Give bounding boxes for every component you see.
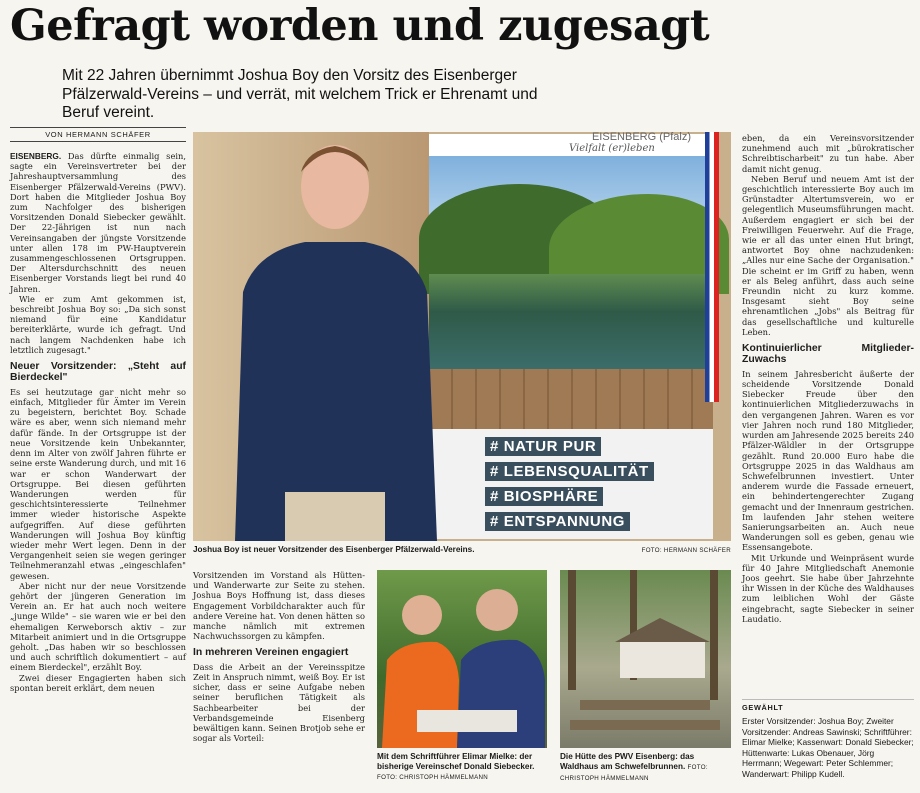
column-2 — [193, 570, 365, 743]
elected-box-text: Erster Vorsitzender: Joshua Boy; Zweiter Vorsitzender: Andreas Sawinski; Schriftführer: Elimar Mielke; Kassenwart: Donald Siebecker; Hüttenwarte: Lukas Obenauer, Jörg Herrmann; Wegewart: Peter Schlemmer; Wanderwart: Philipp Kudell. — [742, 716, 914, 779]
paragraph: In seinem Jahresbericht äußerte der scheidende Vorsitzende Donald Siebecker Freude über den kontinuierlichen Mitgliederzuwachs in den vergangenen Jahren. Waren es vor vier Jahren noch rund 180 Mitglieder, wurden am Jahresende 2025 bereits 240 Pfälzer-Wäldler in der Ortsgruppe gezählt. Rund 20.000 Euro habe die Ortsgruppe 2025 in das Waldhaus am Schwefelbrunnen investiert. Unter anderem wurde die Fassade erneuert, ein behindertengerechter Zugang gemacht und der Innenraum gestrichen. Im laufenden Jahr stehen weitere Sanierungsarbeiten an. Auch neue Wanderungen soll es geben, genau wie Essensangebote. — [742, 368, 914, 553]
photo-credit: FOTO: CHRISTOPH HÄMMELMANN — [377, 773, 489, 781]
paragraph: Zwei dieser Engagierten haben sich spontan bereit erklärt, dem neuen — [10, 672, 186, 693]
person-figure — [215, 132, 455, 541]
hashtag: # NATUR PUR — [485, 437, 601, 456]
photo-credit: FOTO: CHRISTOPH HÄMMELMANN — [560, 763, 708, 782]
hashtag: # ENTSPANNUNG — [485, 512, 630, 531]
subheading: In mehreren Vereinen engagiert — [193, 647, 349, 659]
paragraph-text: Das dürfte einmalig sein, sagte ein Vereinsvertreter bei der Jahreshauptversammlung des Eisenberger Pfälzerwald-Vereins (PWV). Dort haben die Mitglieder Joshua Boy zum Nachfolger des bisherigen Vorsitzenden Donald Siebecker gewählt. Der 22-Jährigen ist nun nach Vereinsangaben der jüngste Vorsitzende unter allen 178 im PW-Hauptverein zusammengeschlossenen Ortsgruppen. Der Altersdurchschnitt des neuen Eisenberger Vorstands liegt bei rund 40 Jahren. — [10, 151, 186, 294]
byline: VON HERMANN SCHÄFER — [10, 127, 186, 142]
banner-subtitle: Vielfalt (er)leben — [569, 143, 655, 154]
hashtag: # BIOSPHÄRE — [485, 487, 603, 506]
photo2-caption — [377, 752, 549, 782]
caption-text: Die Hütte des PWV Eisenberg: das Waldhaus am Schwefelbrunnen. — [560, 752, 695, 771]
caption-text: Joshua Boy ist neuer Vorsitzender des Eisenberger Pfälzerwald-Vereins. — [193, 545, 475, 554]
paragraph: Mit Urkunde und Weinpräsent wurde für 40 Jahre Mitgliedschaft Anemonie Joos geehrt. Sie habe über Jahrzehnte ihr Wissen in der Küche des Waldhauses zum leiblichen Wohl der Gäste eingebracht, sagte Siebecker in seiner Laudatio. — [742, 552, 914, 624]
caption-text: Mit dem Schriftführer Elimar Mielke: der bisherige Vereinschef Donald Siebecker. — [377, 752, 535, 771]
hashtag: # LEBENSQUALITÄT — [485, 462, 654, 481]
flag — [705, 132, 719, 402]
paragraph — [10, 151, 186, 294]
photo3-caption — [560, 752, 732, 783]
photo-hut — [560, 570, 731, 748]
main-photo — [193, 132, 731, 541]
main-photo-caption — [193, 545, 731, 555]
photo-people — [377, 570, 547, 748]
paragraph: eben, da ein Vereinsvorsitzender zunehmend auch mit „bürokratischer Schreibtischarbeit" zu tun habe. Aber damit nicht genug. — [742, 133, 914, 174]
subhead: Mit 22 Jahren übernimmt Joshua Boy den Vorsitz des Eisenberger Pfälzerwald-Vereins – und verrät, mit welchem Trick er Ehrenamt und Beruf vereint. — [62, 67, 538, 121]
dateline: EISENBERG. — [10, 151, 62, 161]
banner — [429, 134, 713, 539]
elected-box-title: GEWÄHLT — [742, 703, 784, 712]
paragraph: Aber nicht nur der neue Vorsitzende gehört der jüngeren Generation im Verein an. Er hat auch noch weitere „junge Wilde" – sie waren wie er bei den ehemaligen Kerweborsch aktiv – zur Mitarbeit animiert und in die Ortsgruppe geholt. „Das haben wir so beschlossen und auch schriftlich dokumentiert – auf einem Bierdeckel", erzählt Boy. — [10, 580, 186, 673]
photo-credit: FOTO: HERMANN SCHÄFER — [641, 547, 731, 554]
column-4 — [742, 133, 914, 624]
paragraph: Wie er zum Amt gekommen ist, beschreibt Joshua Boy so: „Da sich sonst niemand für eine Kandidatur bereiterklärte, wurde ich gefragt. Und nach langem Nachdenken habe ich letztlich zugesagt." — [10, 293, 186, 355]
divider — [742, 699, 914, 700]
paragraph: Es sei heutzutage gar nicht mehr so einfach, Mitglieder für Ämter im Verein zu begeistern, berichtet Boy. Schade wäre es aber, wenn sich niemand mehr dafür fände. In der Ortsgruppe ist der neue Vorsitzende kein Unbekannter, denn im Alter von zwölf Jahren führte er seine erste Wanderung durch, und mit 16 war er schon Wanderwart der Ortsgruppe. Bei diesen geführten Wanderungen werden für geschichtsinteressierte Teilnehmer immer wieder historische Aspekte aufgegriffen. Auf diese geführten Wanderungen will Joshua Boy künftig wieder mehr Wert legen. Denn in der Vergangenheit seien sie wegen geringer Teilnehmeranzahl etwas „eingeschlafen" gewesen. — [10, 386, 186, 581]
paragraph: Vorsitzenden im Vorstand als Hütten- und Wanderwarte zur Seite zu stehen. Joshua Boys Hoffnung ist, dass dieses Engagement Vorbildcharakter auch für andere Vereine hat. Von denen hätten so manche nämlich mit extremen Nachwuchssorgen zu kämpfen. — [193, 570, 365, 642]
column-1 — [10, 151, 186, 693]
photo-hut-scene — [560, 570, 731, 748]
paragraph: Dass die Arbeit an der Vereinsspitze Zeit in Anspruch nimmt, weiß Boy. Er ist sicher, dass er seine Aufgabe neben seiner beruflichen Tätigkeit als Sachbearbeiter bei der Verbandsgemeinde Eisenberg bewältigen kann. Seinen Brotjob sehe er sogar als Vorteil: — [193, 661, 365, 744]
banner-title: EISENBERG (Pfalz) — [591, 132, 691, 143]
subheading: Neuer Vorsitzender: „Steht auf Bierdeckel" — [10, 361, 186, 384]
photo-board-members — [377, 570, 547, 748]
subheading: Kontinuierlicher Mitglieder-Zuwachs — [742, 343, 914, 366]
paragraph: Neben Beruf und neuem Amt ist der geschichtlich interessierte Boy auch im Grünstadter Altertumsverein, wo er gelegentlich Museumsführungen macht. Außerdem engagiert er sich bei der Freiwilligen Feuerwehr. Auf die Frage, wie er all das unter einen Hut bringt, antwortet Boy ohne nachzudenken: „Alles nur eine Sache der Organisation." Die scheint er im Griff zu haben, wenn er als Beleg anführt, dass auch seine Freundin nicht zu kurz komme. Insgesamt sieht Boy seine ehrenamtlichen „Jobs" als Beitrag für das gesellschaftliche und kulturelle Leben. — [742, 173, 914, 337]
headline: Gefragt worden und zugesagt — [10, 1, 710, 51]
